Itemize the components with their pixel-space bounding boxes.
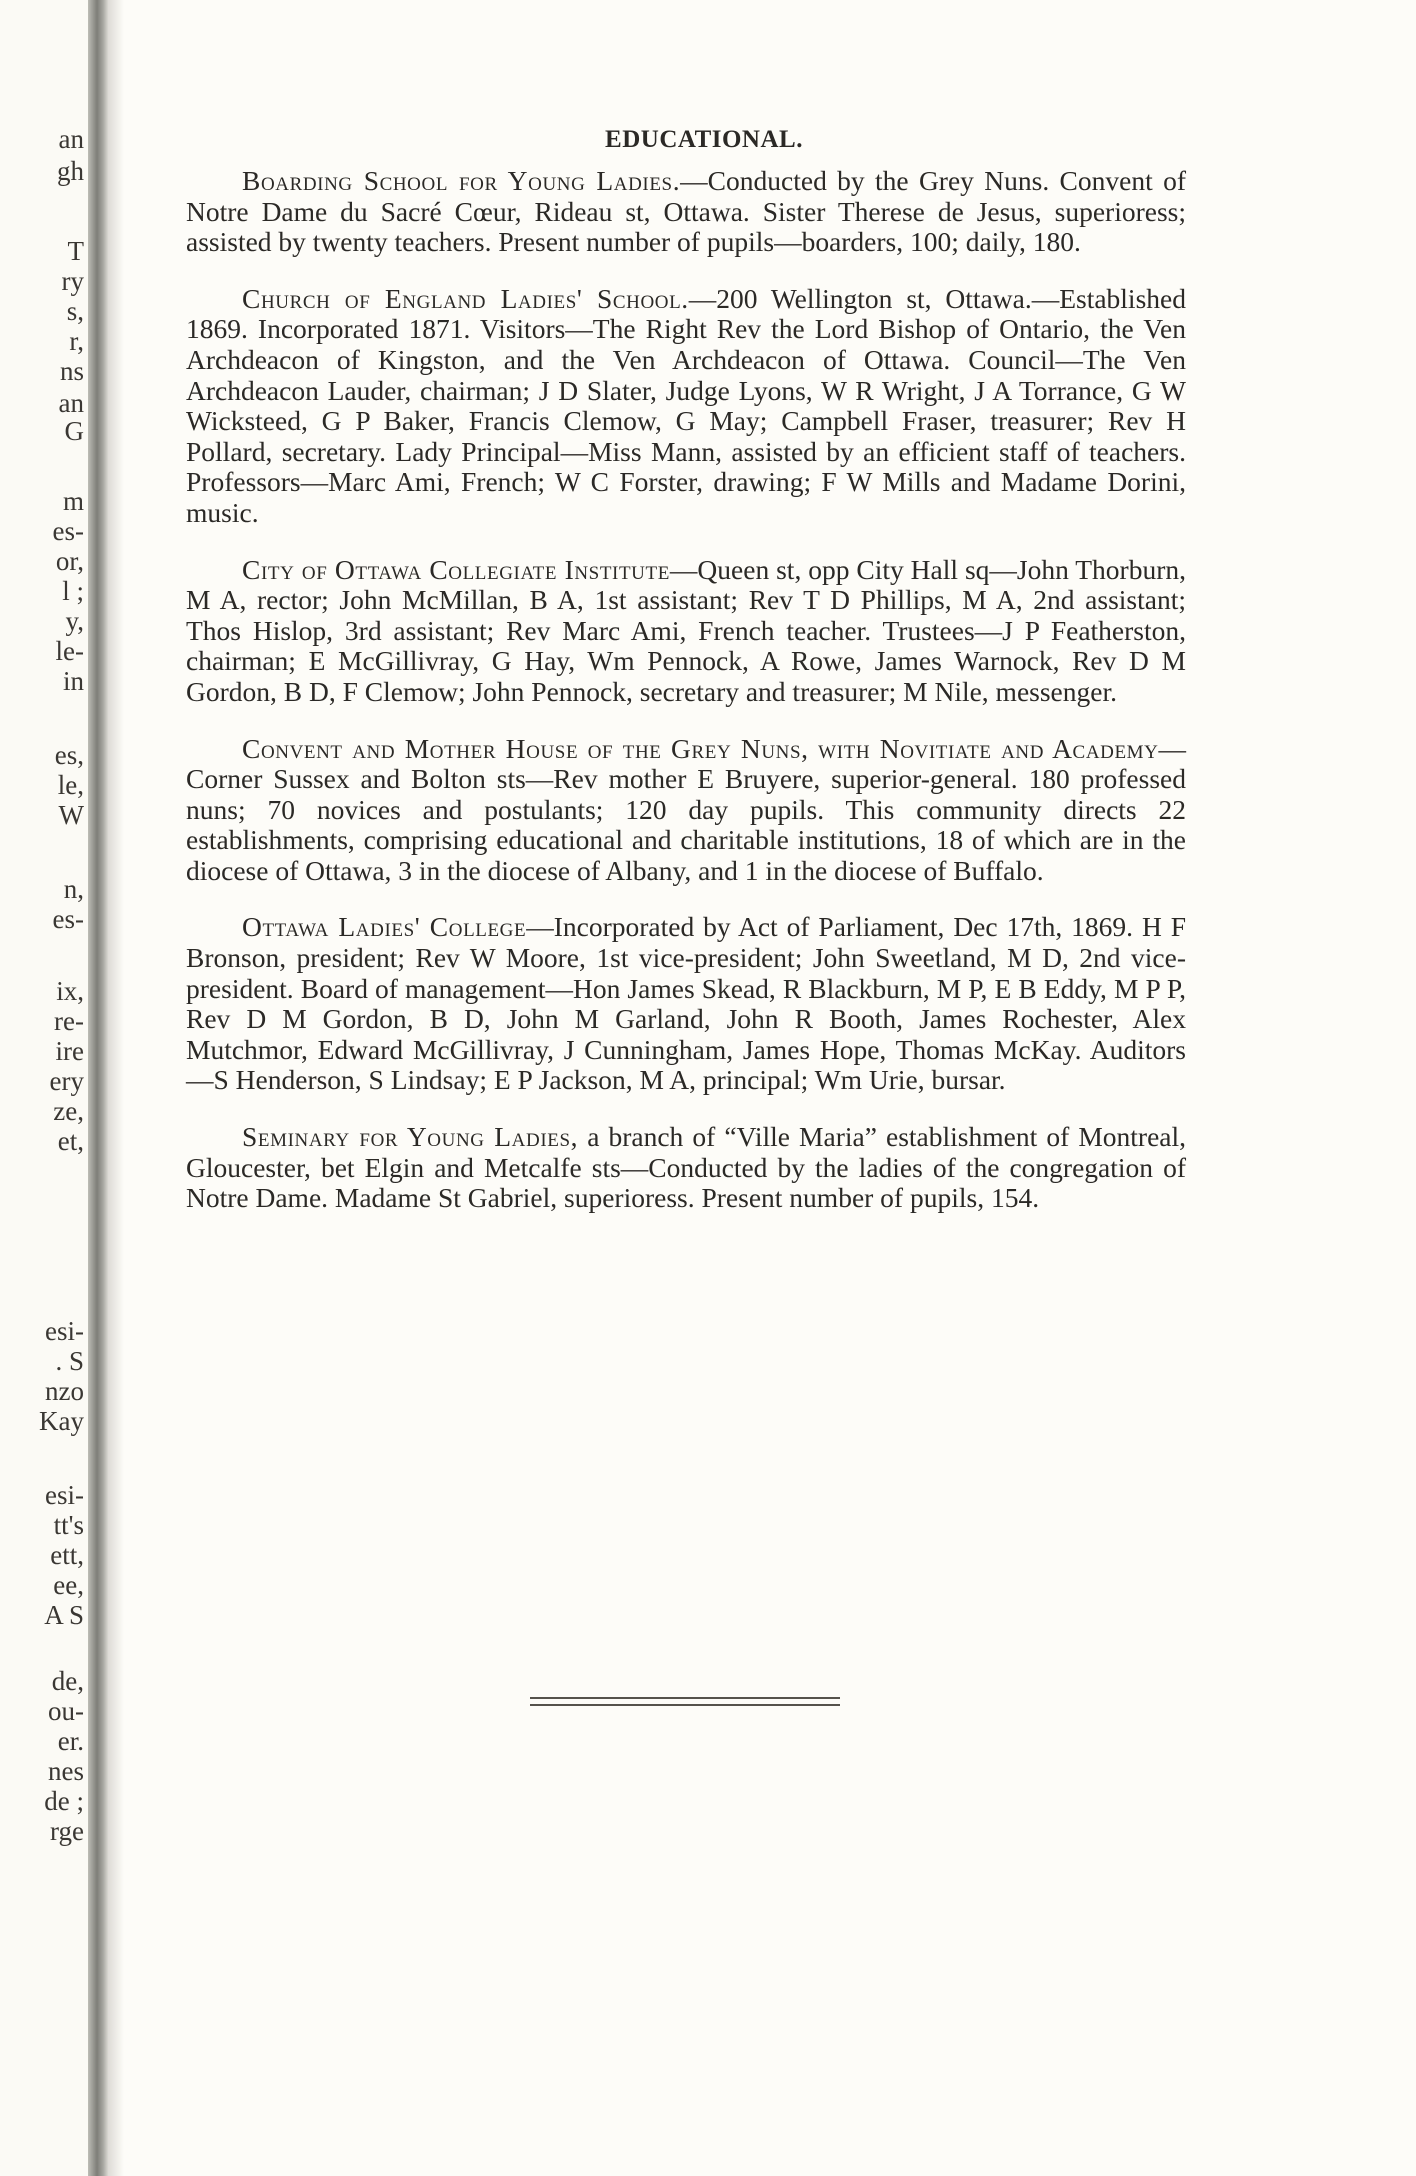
margin-fragment: ee, bbox=[53, 1570, 84, 1600]
margin-fragment: ery bbox=[49, 1066, 84, 1096]
page-content bbox=[186, 126, 1186, 1240]
margin-fragment: l ; bbox=[62, 576, 84, 606]
entry-body: —Queen st, opp City Hall sq—John Thorburn, M A, rector; John McMillan, B A, 1st assistant; Rev T D Phillips, M A, 2nd assistant; Thos Hislop, 3rd assistant; Rev Marc Ami, French teacher. Trustees—J P Featherston, chairman; E McGillivray, G Hay, Wm Pennock, A Rowe, James Warnock, Rev D M Gordon, B D, F Clemow; John Pennock, secretary and treasurer; M Nile, messenger. bbox=[186, 553, 1187, 707]
margin-fragment: Kay bbox=[39, 1406, 84, 1436]
entry-title: Boarding School for Young Ladies. bbox=[242, 165, 681, 196]
entry-ottawa-ladies-college bbox=[186, 912, 1186, 1096]
closing-rule bbox=[530, 1697, 840, 1699]
margin-fragment: es- bbox=[52, 516, 84, 546]
margin-fragment: tt's bbox=[53, 1510, 84, 1540]
margin-fragment: de, bbox=[51, 1666, 84, 1696]
previous-page-edge bbox=[0, 0, 88, 2176]
margin-fragment: es- bbox=[52, 904, 84, 934]
closing-rule bbox=[530, 1704, 840, 1706]
margin-fragment: W bbox=[58, 800, 84, 830]
margin-fragment: le, bbox=[57, 770, 84, 800]
margin-fragment: es, bbox=[54, 740, 84, 770]
margin-fragment: nes bbox=[48, 1756, 84, 1786]
book-gutter bbox=[88, 0, 108, 2176]
margin-fragment: gh bbox=[57, 156, 84, 186]
entry-grey-nuns-convent bbox=[186, 734, 1186, 887]
entry-title: Church of England Ladies' School. bbox=[242, 282, 689, 314]
entry-boarding-school bbox=[186, 166, 1186, 258]
margin-fragment: esi- bbox=[45, 1480, 84, 1510]
margin-fragment: ze, bbox=[53, 1096, 84, 1126]
margin-fragment: rge bbox=[50, 1816, 84, 1846]
gutter-shadow bbox=[108, 0, 124, 2176]
margin-fragment: ry bbox=[61, 266, 84, 296]
margin-fragment: n, bbox=[63, 874, 84, 904]
margin-fragment: ire bbox=[55, 1036, 84, 1066]
margin-fragment: r, bbox=[69, 326, 84, 356]
entry-body: a branch of “Ville Maria” establishment of Montreal, Gloucester, bet Elgin and Metcalfe sts—Conducted by the ladies of the congregation of Notre Dame. Madame St Gabriel, superioress. Present number of pupils, 154. bbox=[186, 1121, 1186, 1214]
margin-fragment: T bbox=[67, 236, 84, 266]
margin-fragment: an bbox=[58, 124, 84, 154]
margin-fragment: in bbox=[62, 666, 84, 696]
margin-fragment: et, bbox=[57, 1126, 84, 1156]
margin-fragment: . S bbox=[55, 1346, 84, 1376]
entry-body: —200 Wellington st, Ottawa.—Established 1869. Incorporated 1871. Visitors—The Right Rev the Lord Bishop of Ontario, the Ven Archdeacon of Kingston, and the Ven Archdeacon of Ottawa. Council—The Ven Archdeacon Lauder, chairman; J D Slater, Judge Lyons, W R Wright, J A Torrance, G W Wicksteed, G P Baker, Francis Clemow, G May; Campbell Fraser, treasurer; Rev H Pollard, secretary. Lady Principal—Miss Mann, assisted by an efficient staff of teachers. Professors—Marc Ami, French; W C Forster, drawing; F W Mills and Madame Dorini, music. bbox=[186, 282, 1186, 528]
margin-fragment: de ; bbox=[44, 1786, 84, 1816]
margin-fragment: nzo bbox=[45, 1376, 84, 1406]
entry-collegiate-institute bbox=[186, 555, 1186, 708]
margin-fragment: A S bbox=[44, 1600, 84, 1630]
entry-body: —Corner Sussex and Bolton sts—Rev mother E Bruyere, superior-general. 180 professed nuns; 70 novices and postulants; 120 day pupils. This community directs 22 establishments, comprising educational and charitable institutions, 18 of which are in the diocese of Ottawa, 3 in the diocese of Albany, and 1 in the diocese of Buffalo. bbox=[186, 732, 1186, 886]
entry-body: —Incorporated by Act of Parliament, Dec 17th, 1869. H F Bronson, president; Rev W Moore, 1st vice-president; John Sweetland, M D, 2nd vice-president. Board of management—Hon James Skead, R Blackburn, M P, E B Eddy, M P P, Rev D M Gordon, B D, John M Garland, John R Booth, James Rochester, Alex Mutchmor, Edward McGillivray, J Cunningham, James Hope, Thomas McKay. Auditors—S Henderson, S Lindsay; E P Jackson, M A, principal; Wm Urie, bursar. bbox=[186, 911, 1186, 1096]
margin-fragment: re- bbox=[54, 1006, 84, 1036]
entry-title: Seminary for Young Ladies, bbox=[242, 1121, 579, 1153]
margin-fragment: er. bbox=[57, 1726, 84, 1756]
margin-fragment: ett, bbox=[50, 1540, 84, 1570]
margin-fragment: esi- bbox=[45, 1316, 84, 1346]
margin-fragment: y, bbox=[65, 606, 84, 636]
entry-title: City of Ottawa Collegiate Institute bbox=[242, 553, 670, 585]
margin-fragment: le- bbox=[55, 636, 84, 666]
entry-title: Ottawa Ladies' College bbox=[242, 911, 527, 943]
entry-body: —Conducted by the Grey Nuns. Convent of Notre Dame du Sacré Cœur, Rideau st, Ottawa. Sister Therese de Jesus, superioress; assisted by twenty teachers. Present number of pupils—boarders, 100; daily, 180. bbox=[186, 165, 1186, 258]
margin-fragment: an bbox=[58, 388, 84, 418]
entry-seminary-young-ladies bbox=[186, 1122, 1186, 1214]
page-heading: EDUCATIONAL. bbox=[605, 126, 803, 153]
margin-fragment: ns bbox=[59, 356, 84, 386]
margin-fragment: s, bbox=[66, 296, 84, 326]
margin-fragment: G bbox=[64, 416, 84, 446]
margin-fragment: ix, bbox=[56, 976, 84, 1006]
entry-church-of-england-school bbox=[186, 284, 1186, 529]
margin-fragment: ou- bbox=[48, 1696, 84, 1726]
margin-fragment: or, bbox=[55, 546, 84, 576]
margin-fragment: m bbox=[62, 486, 84, 516]
entry-title: Convent and Mother House of the Grey Nuns, with Novitiate and Academy bbox=[242, 732, 1159, 764]
